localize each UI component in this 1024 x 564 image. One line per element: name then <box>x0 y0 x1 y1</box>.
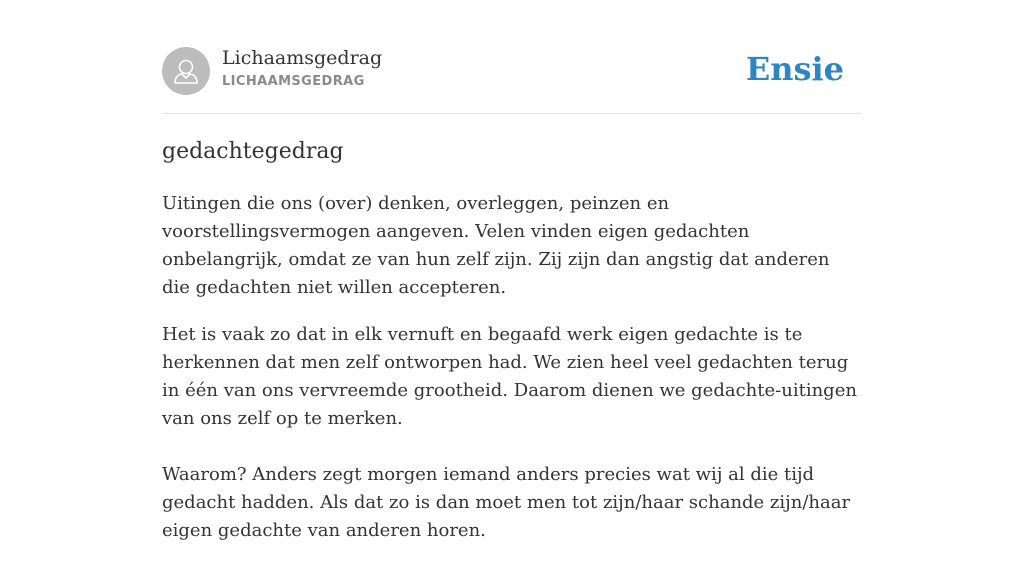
entry-paragraph: Waarom? Anders zegt morgen iemand anders precies wat wij al die tijd gedacht hadden. Als dat zo is dan moet men tot zijn/haar schande zijn/haar eigen gedachte van anderen horen. <box>162 464 851 541</box>
author-name[interactable]: Lichaamsgedrag <box>222 47 383 69</box>
entry-title: gedachtegedrag <box>162 139 344 164</box>
page-container <box>162 0 862 541</box>
entry-header <box>162 0 862 114</box>
entry-paragraph: Het is vaak zo dat in elk vernuft en begaafd werk eigen gedachte is te herkennen dat men zelf ontworpen had. We zien heel veel gedachten terug in één van ons vervreemde grootheid. Daarom dienen we gedachte-uitingen van ons zelf op te merken. <box>162 324 857 429</box>
user-icon <box>162 47 210 95</box>
avatar[interactable] <box>162 47 210 95</box>
author-category[interactable]: LICHAAMSGEDRAG <box>222 74 365 89</box>
entry-body <box>162 190 862 564</box>
entry-paragraph: Uitingen die ons (over) denken, overleggen, peinzen en voorstellingsvermogen aangeven. Velen vinden eigen gedachten onbelangrijk, omdat ze van hun zelf zijn. Zij zijn dan angstig dat anderen die gedachten niet willen accepteren. <box>162 193 830 298</box>
site-logo[interactable]: Ensie <box>745 50 844 88</box>
